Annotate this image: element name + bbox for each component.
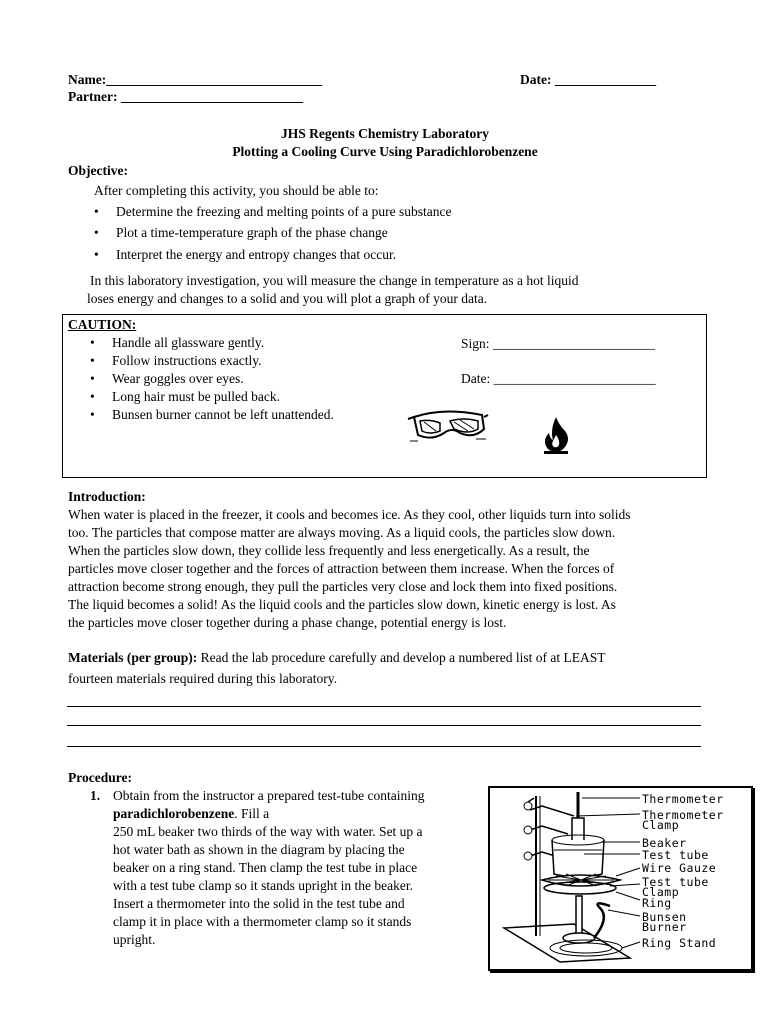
procedure-line: Insert a thermometer into the solid in the test tube and <box>113 896 405 911</box>
date-label: Date: <box>520 72 552 87</box>
procedure-line: 250 mL beaker two thirds of the way with water. Set up a <box>113 824 423 839</box>
name-field[interactable] <box>68 72 322 88</box>
bullet-icon: • <box>94 247 99 262</box>
bullet-icon: • <box>90 407 95 422</box>
objective-intro: After completing this activity, you should be able to: <box>94 183 379 198</box>
procedure-heading: Procedure: <box>68 770 132 785</box>
caution-heading: CAUTION: <box>68 317 137 332</box>
procedure-line: upright. <box>113 932 156 947</box>
bullet-icon: • <box>94 225 99 240</box>
bullet-icon: • <box>90 371 95 386</box>
diagram-label-test-tube-clamp: Test tube <box>642 875 709 889</box>
introduction-line: attraction become strong enough, they pull the particles very close and lock them into fixed positions. <box>68 579 618 594</box>
partner-blank[interactable]: ___________________________ <box>117 89 304 104</box>
diagram-label-bunsen-burner: Burner <box>642 920 687 934</box>
objective-paragraph-line: In this laboratory investigation, you will measure the change in temperature as a hot liquid <box>90 273 579 288</box>
procedure-line: hot water bath as shown in the diagram by placing the <box>113 842 405 857</box>
diagram-label-thermometer: Thermometer <box>642 792 724 806</box>
bullet-icon: • <box>94 204 99 219</box>
introduction-line: When the particles slow down, they collide less frequently and less energetically. As a result, the <box>68 543 590 558</box>
diagram-label-ring-stand: Ring Stand <box>642 936 717 950</box>
diagram-label-beaker: Beaker <box>642 836 687 850</box>
introduction-line: the particles move closer together during a phase change, potential energy is lost. <box>68 615 507 630</box>
bullet-icon: • <box>90 389 95 404</box>
procedure-line: paradichlorobenzene. Fill a <box>113 806 270 821</box>
materials-text: Read the lab procedure carefully and develop a numbered list of at LEAST <box>197 650 606 665</box>
flame-icon <box>541 415 571 455</box>
chemical-name: paradichlorobenzene <box>113 806 235 821</box>
procedure-line: clamp it in place with a thermometer clamp so it stands <box>113 914 412 929</box>
apparatus-diagram <box>488 786 753 971</box>
diagram-label-thermometer-clamp: Clamp <box>642 818 680 832</box>
diagram-label-test-tube: Test tube <box>642 848 709 862</box>
caution-date-field[interactable]: Date: ________________________ <box>461 371 656 386</box>
date-field[interactable] <box>520 72 656 88</box>
name-label: Name: <box>68 72 107 87</box>
procedure-line: with a test tube clamp so it stands upright in the beaker. <box>113 878 413 893</box>
materials-line: fourteen materials required during this laboratory. <box>68 671 338 686</box>
introduction-line: too. The particles that compose matter are always moving. As a liquid cools, the particles slow down. <box>68 525 616 540</box>
partner-label: Partner: <box>68 89 118 104</box>
diagram-label-thermometer-clamp: Thermometer <box>642 808 724 822</box>
bullet-icon: • <box>90 335 95 350</box>
introduction-line: When water is placed in the freezer, it cools and becomes ice. As they cool, other liquids turn into solids <box>68 507 631 522</box>
page-subtitle: Plotting a Cooling Curve Using Paradichlorobenzene <box>232 144 538 159</box>
objective-heading: Objective: <box>68 163 128 178</box>
materials-answer-line[interactable] <box>67 706 701 707</box>
procedure-line: Obtain from the instructor a prepared test-tube containing <box>113 788 425 803</box>
procedure-step-number: 1. <box>90 788 101 803</box>
introduction-line: particles move closer together and the forces of attraction between them increase. When the forces of <box>68 561 615 576</box>
bullet-icon: • <box>90 353 95 368</box>
diagram-label-wire-gauze: Wire Gauze <box>642 861 717 875</box>
page-title: JHS Regents Chemistry Laboratory <box>280 126 490 141</box>
goggles-icon <box>404 405 490 447</box>
materials-line <box>68 650 605 666</box>
name-blank[interactable]: ________________________________ <box>106 72 323 87</box>
diagram-label-test-tube-clamp: Clamp <box>642 885 680 899</box>
materials-answer-line[interactable] <box>67 725 701 726</box>
partner-field[interactable] <box>68 89 303 105</box>
introduction-heading: Introduction: <box>68 489 146 504</box>
diagram-label-ring: Ring <box>642 896 672 910</box>
date-blank[interactable]: _______________ <box>551 72 657 87</box>
materials-answer-line[interactable] <box>67 746 701 747</box>
procedure-line: beaker on a ring stand. Then clamp the test tube in place <box>113 860 418 875</box>
materials-heading: Materials (per group): <box>68 650 198 665</box>
objective-paragraph-line: loses energy and changes to a solid and you will plot a graph of your data. <box>87 291 488 306</box>
caution-sign-field[interactable]: Sign: ________________________ <box>461 336 655 351</box>
diagram-label-bunsen-burner: Bunsen <box>642 910 687 924</box>
introduction-line: The liquid becomes a solid! As the liquid cools and the particles slow down, kinetic energy is lost. As <box>68 597 616 612</box>
